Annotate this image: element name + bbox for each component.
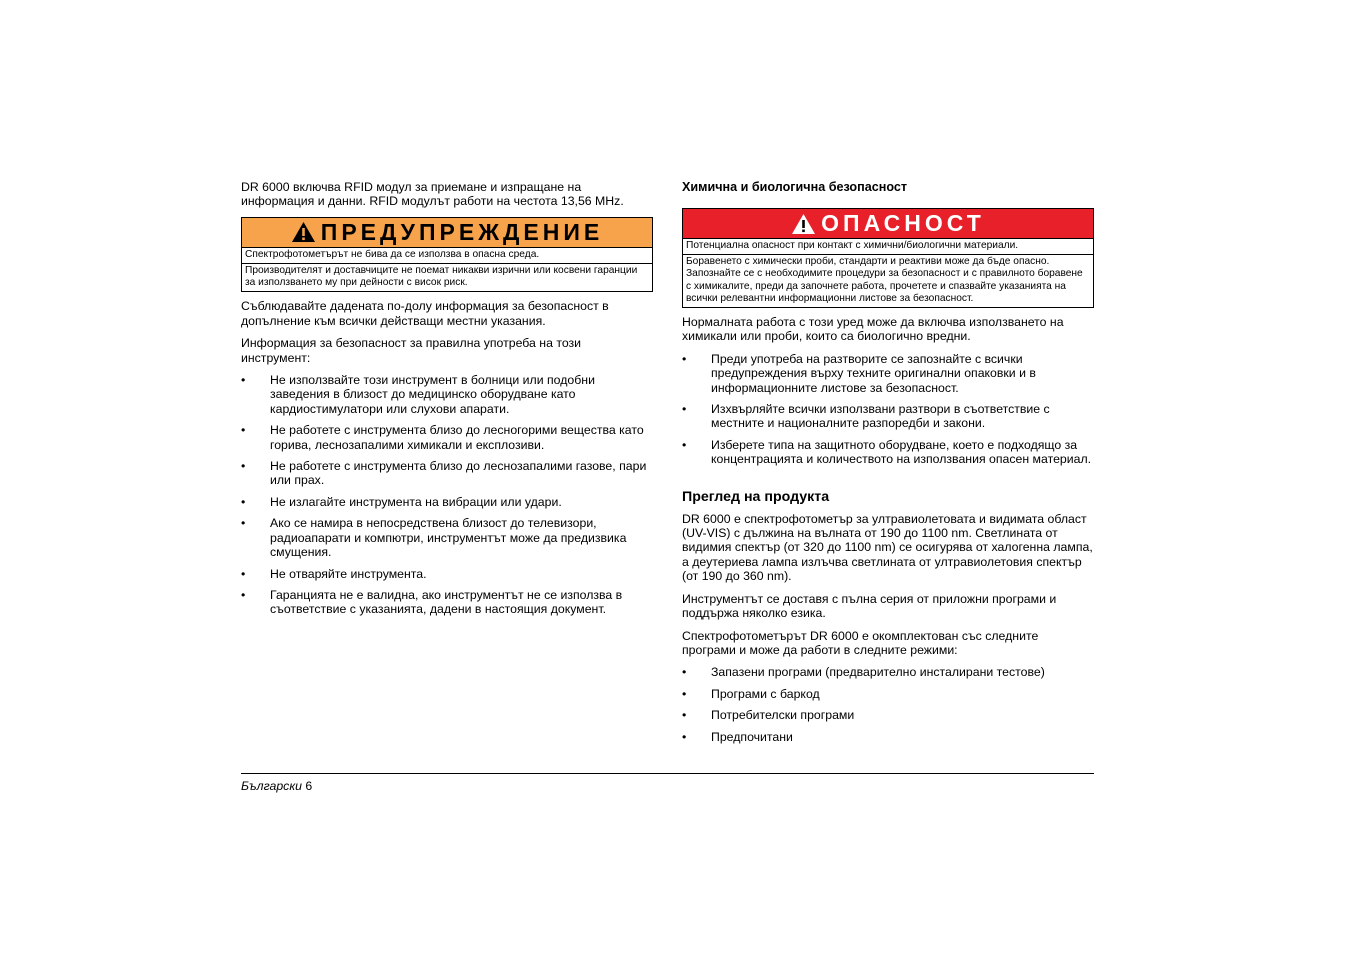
list-item-text: Не излагайте инструмента на вибрации или удари. xyxy=(270,494,562,509)
warning-line: Производителят и доставчиците не поемат никакви изрични или косвени гаранции за използването му при дейности с висок риск. xyxy=(242,263,652,291)
list-item xyxy=(241,459,653,488)
list-item-text: Изхвърляйте всички използвани разтвори в съответствие с местните и националните разпоредби и закони. xyxy=(711,402,1050,431)
warning-line: Спектрофотометърът не бива да се използва в опасна среда. xyxy=(245,248,540,260)
warning-box xyxy=(241,217,653,293)
bullet-icon: • xyxy=(682,351,687,366)
list-item xyxy=(682,730,1094,744)
list-item xyxy=(682,352,1094,395)
list-item-text: Не използвайте този инструмент в болници или подобни заведения в близост до медицинско оборудване като кардиостимулатори или слухови апарати. xyxy=(270,373,595,416)
footer-page-number: 6 xyxy=(305,779,313,793)
warning-header xyxy=(242,218,652,248)
list-item-text: Изберете типа на защитното оборудване, което е подходящо за концентрацията и количеството на използвания опасен материал. xyxy=(711,437,1092,467)
footer-divider xyxy=(241,773,1094,774)
rfid-intro-paragraph: DR 6000 включва RFID модул за приемане и изпращане на информация и данни. RFID модулът работи на честота 13,56 MHz. xyxy=(241,180,624,209)
bullet-icon: • xyxy=(682,437,687,452)
bullet-icon: • xyxy=(682,686,687,701)
bullet-icon: • xyxy=(682,402,687,417)
body-paragraph: Инструментът се доставя с пълна серия от приложни програми и поддържа няколко езика. xyxy=(682,591,1057,621)
warning-triangle-icon xyxy=(791,213,816,235)
bullet-icon: • xyxy=(682,729,687,744)
bullet-icon: • xyxy=(241,423,246,438)
safety-bullet-list xyxy=(241,373,653,617)
list-item-text: Програми с баркод xyxy=(711,686,820,701)
list-item-text: Преди употреба на разтворите се запознайте с всички предупреждения върху техните оригинални опаковки и в информационните листове за безопасност. xyxy=(711,351,1036,395)
list-item-text: Не работете с инструмента близо до лесногорими вещества като горива, леснозапалими химикали и експлозиви. xyxy=(270,423,644,452)
product-overview-heading: Преглед на продукта xyxy=(682,488,830,505)
list-item xyxy=(682,708,1094,722)
body-paragraph: Спектрофотометърът DR 6000 е окомплектован със следните програми и може да работи в следните режими: xyxy=(682,628,1039,657)
danger-header xyxy=(683,209,1093,239)
list-item-text: Запазени програми (предварително инсталирани тестове) xyxy=(711,665,1045,680)
bullet-icon: • xyxy=(241,587,246,602)
danger-line: Боравенето с химически проби, стандарти и реактиви може да бъде опасно. Запознайте се с необходимите процедури за безопасност и с правилното боравене с химикалите, преди да започнете работа, прочетете и спазвайте указанията на всички релевантни информационни листове за безопасност. xyxy=(683,254,1093,307)
page-footer xyxy=(241,779,312,793)
bullet-icon: • xyxy=(241,566,246,581)
danger-title: ОПАСНОСТ xyxy=(821,210,985,236)
list-item-text: Ако се намира в непосредствена близост до телевизори, радиоапарати и компютри, инструментът може да предизвика смущения. xyxy=(270,516,627,560)
list-item-text: Гаранцията не е валидна, ако инструментът не се използва в съответствие с указанията, дадени в настоящия документ. xyxy=(270,587,623,617)
list-item-text: Предпочитани xyxy=(711,729,793,744)
bullet-icon: • xyxy=(682,708,687,723)
list-item xyxy=(241,373,653,416)
footer-language: Български xyxy=(241,779,302,793)
list-item xyxy=(241,423,653,452)
danger-box xyxy=(682,208,1094,308)
bullet-icon: • xyxy=(241,494,246,509)
danger-line: Потенциална опасност при контакт с химични/биологични материали. xyxy=(686,240,1019,251)
list-item xyxy=(241,567,653,581)
bullet-icon: • xyxy=(682,665,687,680)
list-item xyxy=(682,402,1094,431)
list-item xyxy=(682,687,1094,701)
bullet-icon: • xyxy=(241,516,246,531)
list-item xyxy=(241,516,653,559)
list-item-text: Не отваряйте инструмента. xyxy=(270,566,427,581)
right-column xyxy=(682,180,1094,751)
chemical-safety-heading: Химична и биологична безопасност xyxy=(682,180,908,194)
body-paragraph: Информация за безопасност за правилна употреба на този инструмент: xyxy=(241,336,582,365)
warning-triangle-icon xyxy=(291,221,316,243)
mode-bullet-list xyxy=(682,665,1094,744)
list-item xyxy=(241,588,653,617)
left-column xyxy=(241,180,653,624)
list-item-text: Потребителски програми xyxy=(711,708,855,723)
list-item xyxy=(241,495,653,509)
body-paragraph: Съблюдавайте дадената по-долу информация за безопасност в допълнение към всички действащи местни указания. xyxy=(241,299,609,328)
list-item xyxy=(682,665,1094,679)
bullet-icon: • xyxy=(241,459,246,474)
body-paragraph: DR 6000 е спектрофотометър за ултравиолетовата и видимата област (UV-VIS) с дължина на вълната от 190 до 1100 nm. Светлината от видимия спектър (от 320 до 1100 nm) се осигурява от халогенна лампа, а деутериева лампа излъчва светлината от ултравиолетовия спектър (от 190 до 360 nm). xyxy=(682,511,1093,584)
list-item-text: Не работете с инструмента близо до леснозапалими газове, пари или прах. xyxy=(270,459,647,488)
bullet-icon: • xyxy=(241,373,246,388)
chemical-bullet-list xyxy=(682,352,1094,467)
list-item xyxy=(682,438,1094,467)
warning-title: ПРЕДУПРЕЖДЕНИЕ xyxy=(320,218,604,245)
body-paragraph: Нормалната работа с този уред може да включва използването на химикали или проби, които са биологично вредни. xyxy=(682,315,1064,344)
